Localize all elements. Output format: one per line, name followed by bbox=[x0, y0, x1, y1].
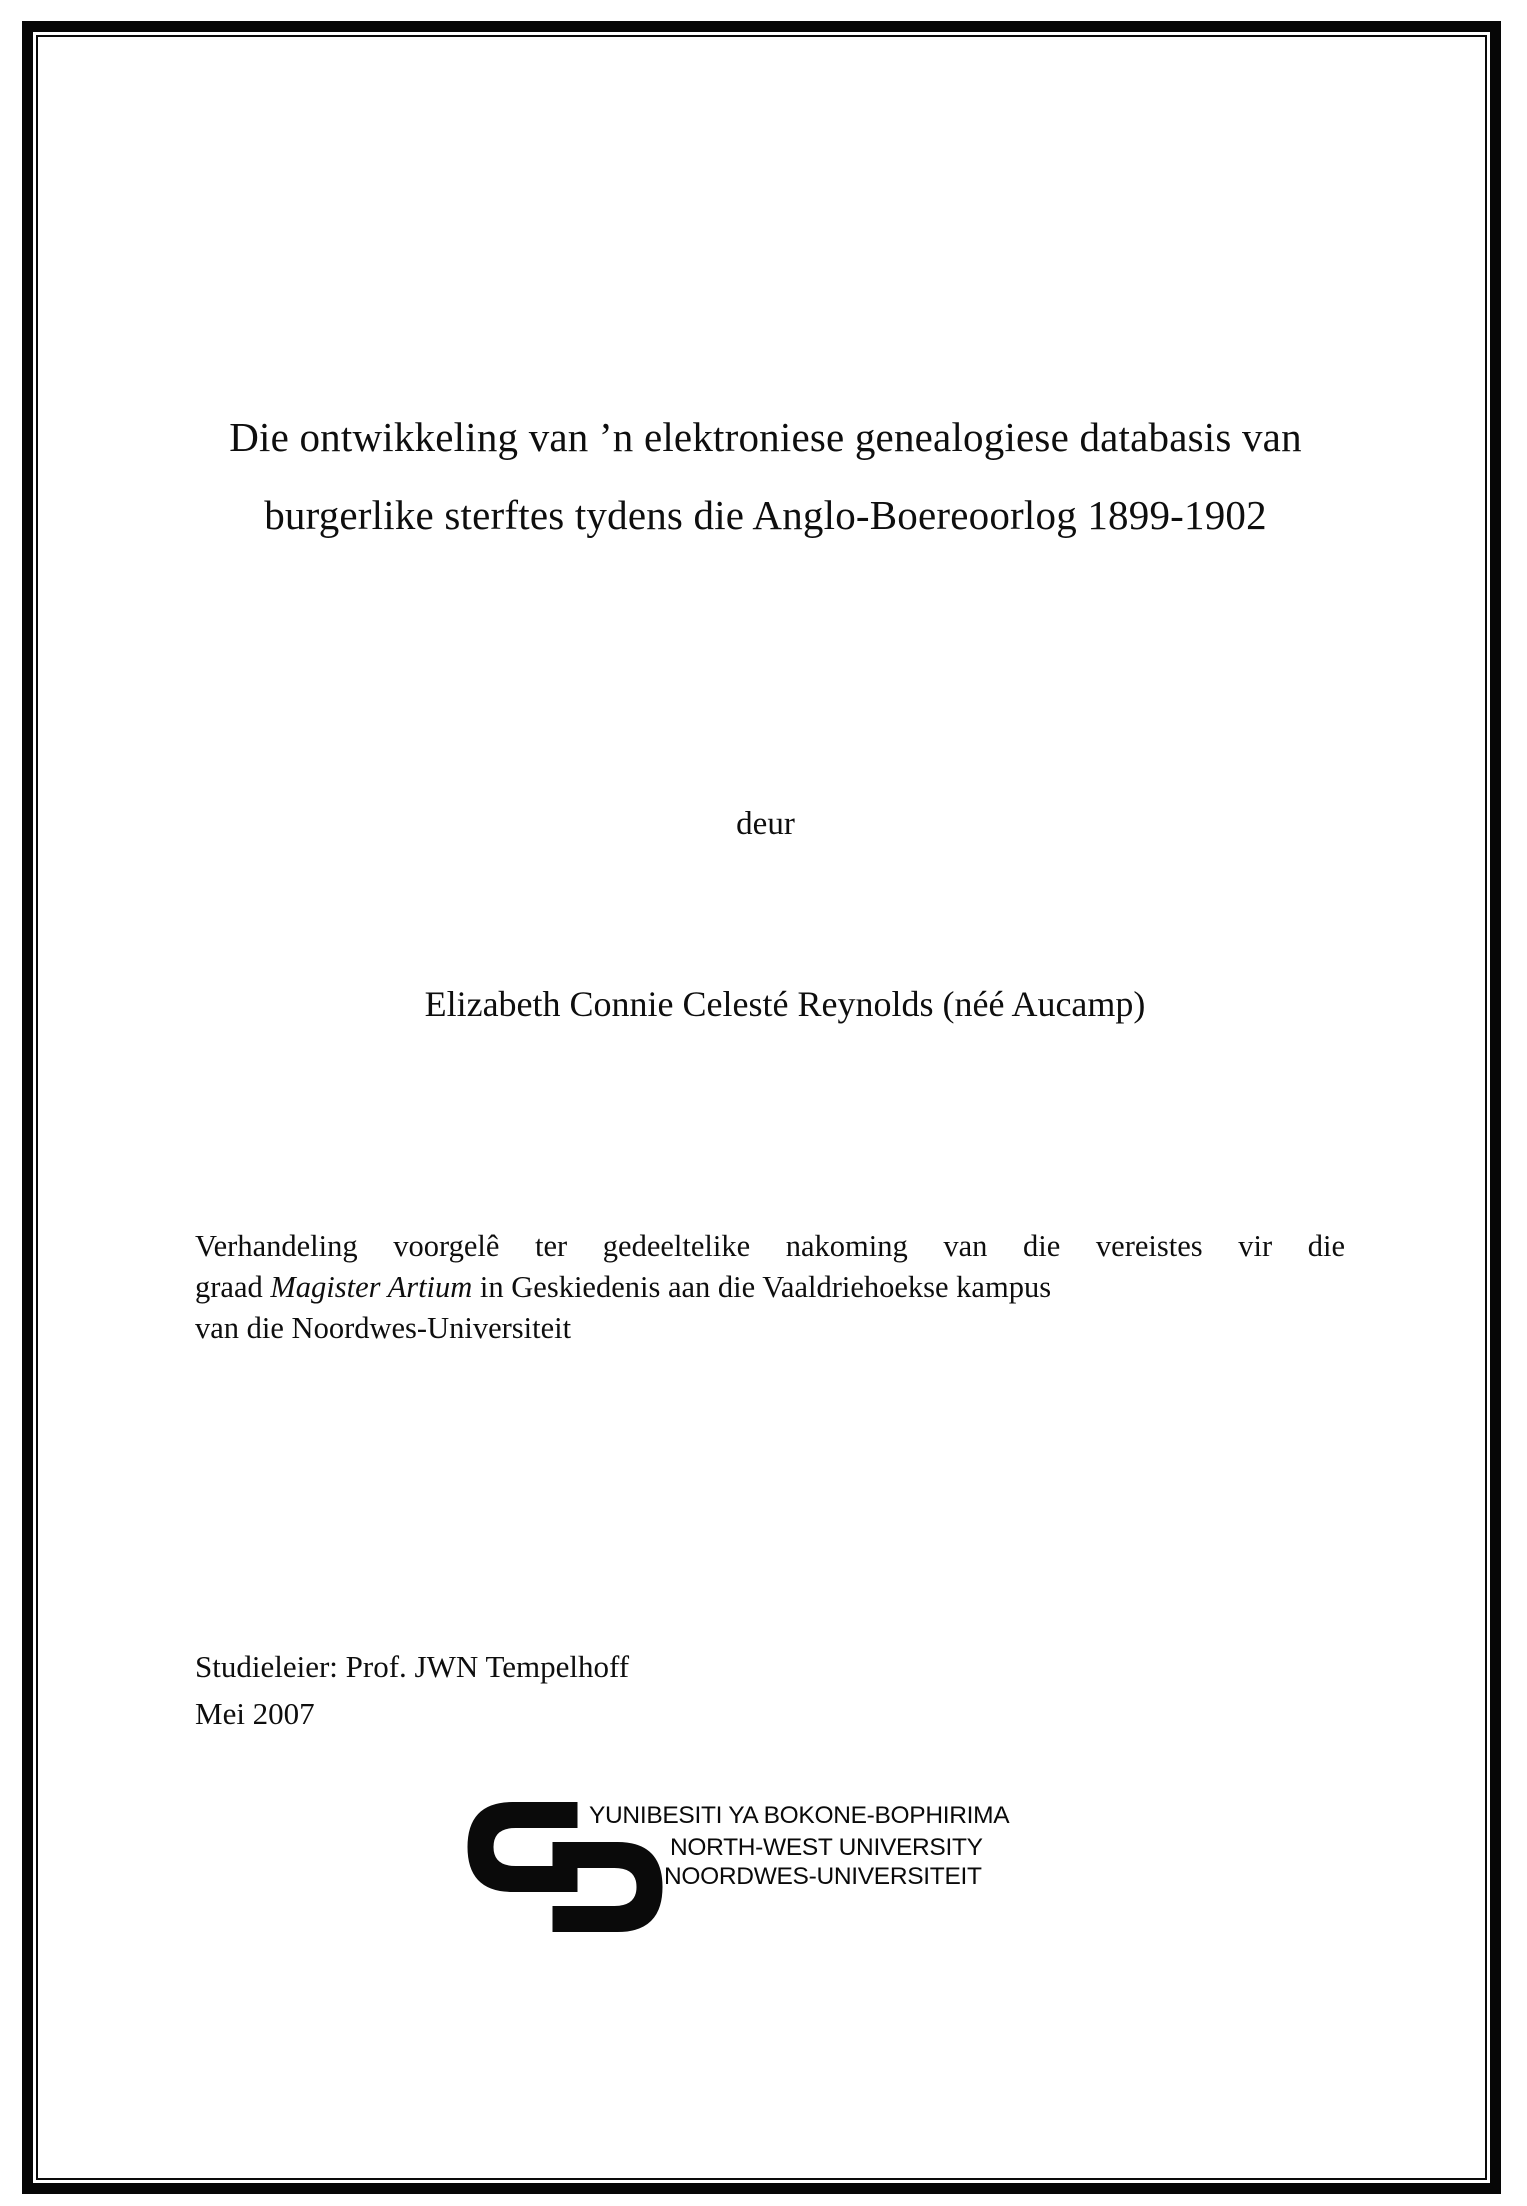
supervisor-block bbox=[195, 1643, 629, 1737]
supervisor-line: Studieleier: Prof. JWN Tempelhoff bbox=[195, 1649, 630, 1684]
declaration-line-2 bbox=[195, 1267, 1345, 1308]
university-logo bbox=[467, 1800, 1127, 1940]
degree-declaration bbox=[195, 1226, 1345, 1349]
logo-text-afrikaans: NOORDWES-UNIVERSITEIT bbox=[664, 1863, 982, 1890]
logo-text-english: NORTH-WEST UNIVERSITY bbox=[670, 1834, 983, 1861]
date-line: Mei 2007 bbox=[195, 1696, 315, 1731]
declaration-line-2-prefix: graad bbox=[195, 1270, 271, 1304]
declaration-line-2-suffix: in Geskiedenis aan die Vaaldriehoekse kampus bbox=[472, 1270, 1052, 1304]
thesis-title-line-2: burgerlike sterftes tydens die Anglo-Boereoorlog 1899-1902 bbox=[264, 492, 1267, 538]
thesis-title bbox=[183, 398, 1348, 554]
author-name: Elizabeth Connie Celesté Reynolds (néé Aucamp) bbox=[424, 984, 1146, 1024]
declaration-line-3: van die Noordwes-Universiteit bbox=[195, 1311, 572, 1345]
byline-deur: deur bbox=[736, 806, 795, 842]
degree-name-italic: Magister Artium bbox=[270, 1270, 473, 1304]
logo-text-setswana: YUNIBESITI YA BOKONE-BOPHIRIMA bbox=[589, 1802, 1010, 1829]
thesis-title-line-1: Die ontwikkeling van ’n elektroniese genealogiese databasis van bbox=[229, 414, 1302, 460]
declaration-line-1: Verhandeling voorgelê ter gedeeltelike nakoming van die vereistes vir die bbox=[195, 1229, 1345, 1263]
